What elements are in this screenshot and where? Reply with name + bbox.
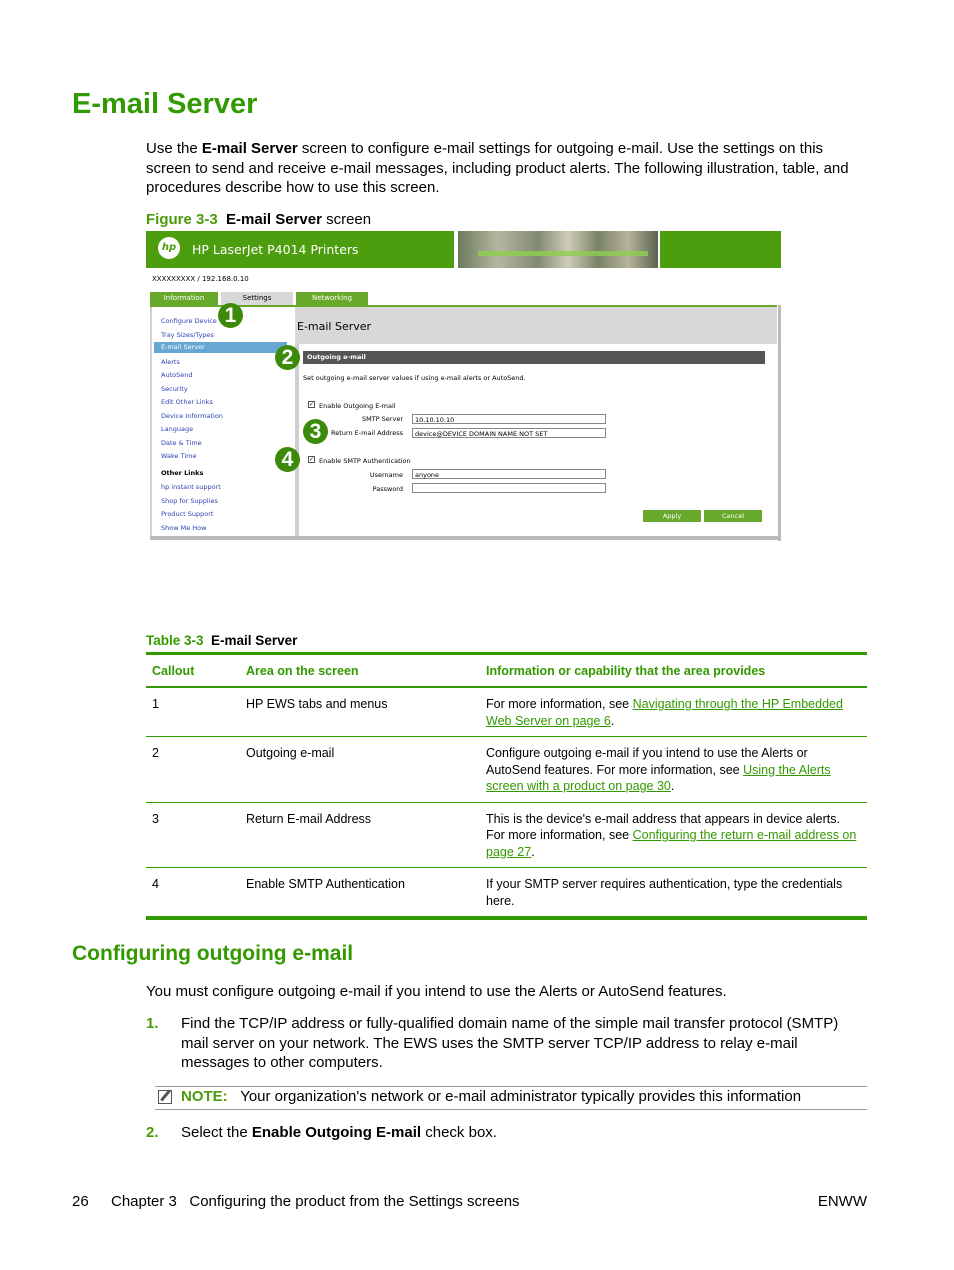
sidebar-item-tray-sizes[interactable]: Tray Sizes/Types (161, 331, 214, 339)
ews-page-title: E-mail Server (297, 320, 372, 333)
cross-reference-link[interactable]: Using the Alerts screen with a product on page 30 (486, 762, 831, 793)
device-address: XXXXXXXXX / 192.168.0.10 (152, 275, 249, 283)
other-links-header: Other Links (161, 469, 204, 477)
enable-outgoing-label: Enable Outgoing E-mail (319, 402, 396, 410)
col-header-callout: Callout (146, 654, 240, 688)
cross-reference-link[interactable]: Configuring the return e-mail address on page 27 (486, 828, 857, 859)
table-row: 2 Outgoing e-mail Configure outgoing e-mail if you intend to use the Alerts or AutoSend features. For more information, see Using the Alerts screen with a product on page 30. (146, 737, 867, 803)
sidebar-link-show-me-how[interactable]: Show Me How (161, 524, 207, 532)
hp-banner (146, 231, 454, 268)
callout-3: 3 (303, 419, 328, 444)
sidebar-item-security[interactable]: Security (161, 385, 188, 393)
table-row: 1 HP EWS tabs and menus For more information, see Navigating through the HP Embedded Web Server on page 6. (146, 687, 867, 737)
note-label: NOTE: (181, 1088, 228, 1105)
enable-outgoing-checkbox[interactable]: ✓ (309, 401, 315, 408)
footer-page-number: 26 (72, 1193, 89, 1210)
figure-caption: Figure 3-3 E-mail Server screen (146, 211, 372, 228)
callout-4: 4 (275, 447, 300, 472)
tab-information[interactable]: Information (150, 292, 218, 305)
sidebar-item-configure-device[interactable]: Configure Device (161, 317, 217, 325)
footer-right: ENWW (817, 1193, 867, 1210)
banner-title: HP LaserJet P4014 Printers (192, 242, 359, 257)
section-description: Set outgoing e-mail server values if using e-mail alerts or AutoSend. (303, 374, 526, 382)
footer-chapter: Chapter 3 Configuring the product from the Settings screens (111, 1193, 520, 1210)
table-header-row (146, 654, 867, 688)
callout-1: 1 (218, 303, 243, 328)
email-server-table (146, 652, 867, 920)
return-address-input[interactable]: device@DEVICE DOMAIN NAME NOT SET (412, 428, 606, 438)
cancel-button[interactable]: Cancel (704, 510, 762, 522)
sidebar-item-email-server[interactable]: E-mail Server (154, 342, 287, 353)
section-heading: Configuring outgoing e-mail (72, 942, 354, 965)
note-box (155, 1086, 867, 1110)
smtp-server-label: SMTP Server (361, 415, 403, 423)
step-1-text: Find the TCP/IP address or fully-qualified domain name of the simple mail transfer protocol (SMTP) mail server on your network. The EWS uses the SMTP server TCP/IP address to relay e-mail messages to other computers. (181, 1015, 839, 1071)
return-address-label: Return E-mail Address (331, 429, 403, 437)
tab-networking[interactable]: Networking (296, 292, 368, 305)
banner-photo (458, 231, 658, 268)
sidebar-item-device-information[interactable]: Device Information (161, 412, 223, 420)
username-input[interactable]: anyone (412, 469, 606, 479)
intro-paragraph: Use the E-mail Server screen to configure e-mail settings for outgoing e-mail. Use the settings on this screen to send and receive e-mail messages, including product alerts. The following illustration, table, and procedures describe how to use this screen. (146, 140, 849, 196)
settings-sidebar (150, 307, 299, 536)
smtp-server-input[interactable]: 10.10.10.10 (412, 414, 606, 424)
tab-settings[interactable]: Settings (221, 292, 293, 305)
sidebar-link-instant-support[interactable]: hp instant support (161, 483, 221, 491)
section-bar-outgoing-email: Outgoing e-mail (303, 351, 765, 364)
note-pencil-icon (158, 1090, 172, 1104)
sidebar-link-product-support[interactable]: Product Support (161, 510, 214, 518)
note-text: Your organization's network or e-mail administrator typically provides this information (240, 1088, 802, 1105)
sidebar-item-autosend[interactable]: AutoSend (161, 371, 193, 379)
section-intro: You must configure outgoing e-mail if you intend to use the Alerts or AutoSend features. (146, 983, 727, 1000)
sidebar-item-wake-time[interactable]: Wake Time (161, 452, 197, 460)
sidebar-item-language[interactable]: Language (161, 425, 194, 433)
password-label: Password (372, 485, 403, 493)
table-row: 3 Return E-mail Address This is the device's e-mail address that appears in device alerts. For more information, see Configuring the return e-mail address on page 27. (146, 802, 867, 868)
step-2-text: Select the Enable Outgoing E-mail check box. (181, 1124, 497, 1141)
enable-smtp-auth-checkbox[interactable]: ✓ (309, 456, 315, 463)
ews-screenshot (146, 231, 782, 541)
sidebar-item-edit-other-links[interactable]: Edit Other Links (161, 398, 213, 406)
callout-2: 2 (275, 345, 300, 370)
enable-smtp-auth-label: Enable SMTP Authentication (319, 457, 411, 465)
username-label: Username (369, 471, 403, 479)
step-1-number: 1. (146, 1015, 159, 1032)
table-caption: Table 3-3 E-mail Server (146, 633, 298, 648)
sidebar-item-alerts[interactable]: Alerts (161, 358, 180, 366)
sidebar-link-shop-supplies[interactable]: Shop for Supplies (161, 497, 218, 505)
apply-button[interactable]: Apply (643, 510, 701, 522)
page-title: E-mail Server (72, 88, 258, 120)
settings-main-pane (295, 307, 777, 536)
password-input[interactable] (412, 483, 606, 493)
col-header-area: Area on the screen (240, 654, 480, 688)
col-header-info: Information or capability that the area provides (480, 654, 867, 688)
cross-reference-link[interactable]: Navigating through the HP Embedded Web Server on page 6 (486, 697, 843, 728)
step-2-number: 2. (146, 1124, 159, 1141)
sidebar-item-date-time[interactable]: Date & Time (161, 439, 202, 447)
hp-logo-icon: hp (158, 237, 180, 259)
banner-right (660, 231, 781, 268)
table-row: 4 Enable SMTP Authentication If your SMTP server requires authentication, type the credentials here. (146, 868, 867, 919)
